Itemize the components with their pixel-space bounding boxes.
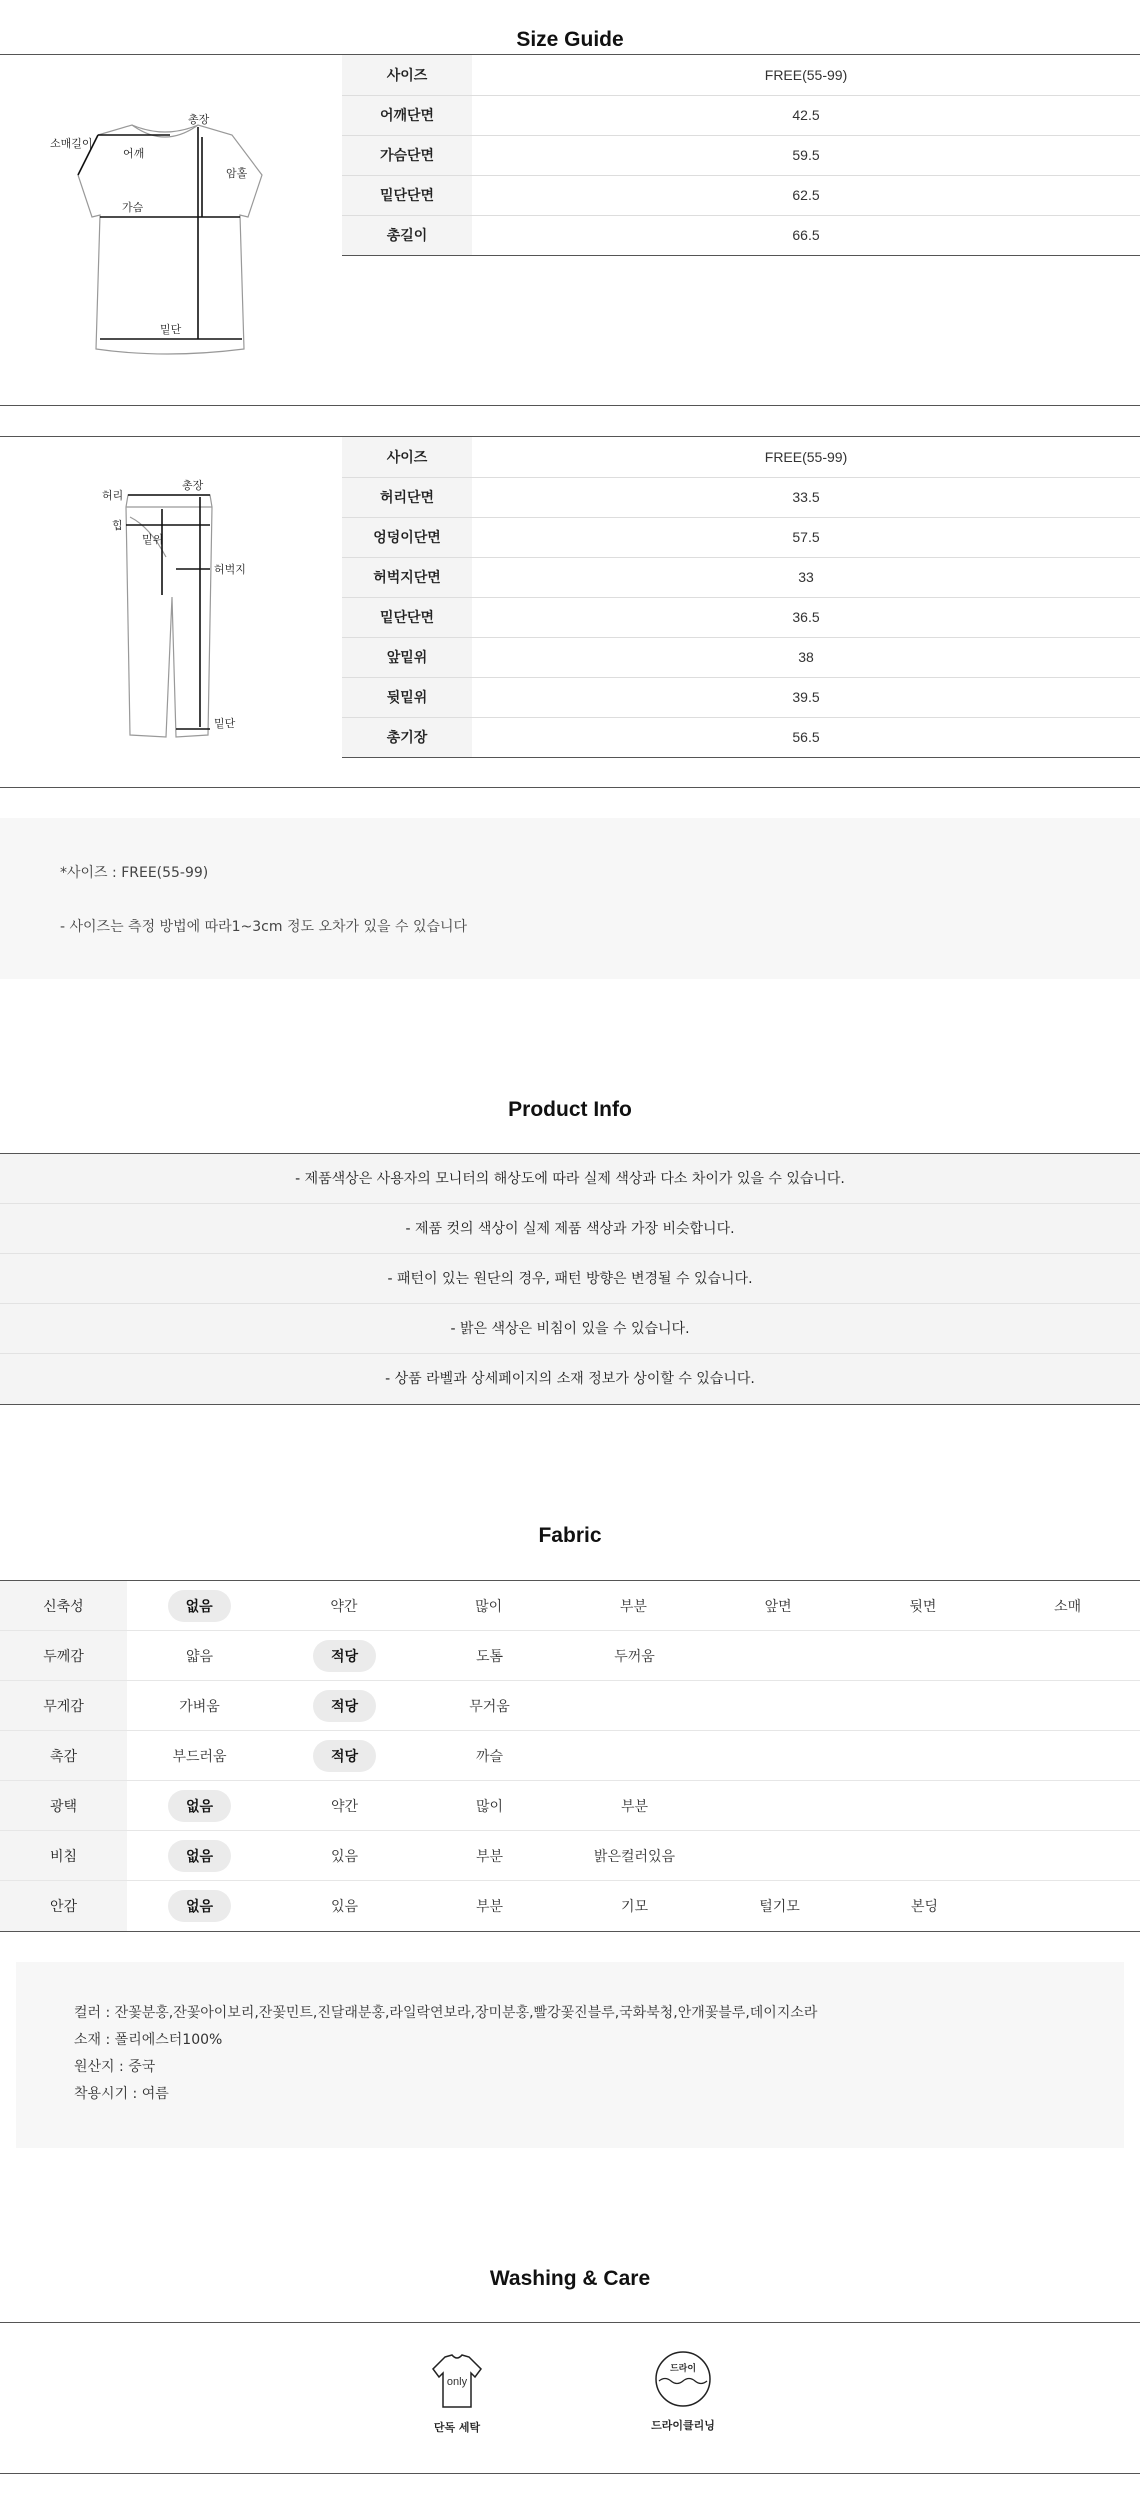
fabric-option-cell xyxy=(272,1781,417,1830)
product-info-list xyxy=(0,1153,1140,1405)
size-row-label: 총기장 xyxy=(342,717,472,757)
size-row xyxy=(342,517,1140,557)
fabric-option: 부분 xyxy=(619,1598,647,1615)
bottom-size-block xyxy=(0,436,1140,788)
fabric-row xyxy=(0,1681,1140,1731)
fabric-option: 있음 xyxy=(330,1848,359,1865)
washing-care-block xyxy=(0,2322,1140,2474)
size-row xyxy=(342,557,1140,597)
size-row xyxy=(342,175,1140,215)
dry-icon-text: 드라이 xyxy=(669,2364,697,2374)
wash-item-dry xyxy=(638,2349,728,2433)
fabric-option: 도톰 xyxy=(475,1648,504,1665)
pants-label-length: 총장 xyxy=(182,479,204,492)
size-row-value: FREE(55-99) xyxy=(472,437,1140,477)
fabric-option-cell xyxy=(417,1731,562,1780)
fabric-option: 가벼움 xyxy=(179,1698,220,1715)
fabric-option-cell xyxy=(272,1881,417,1931)
fabric-option-cell xyxy=(272,1681,417,1730)
fabric-option-cell xyxy=(417,1781,562,1830)
fabric-detail-material: 소재 : 폴리에스터100% xyxy=(74,2032,223,2048)
fabric-table xyxy=(0,1580,1140,1932)
size-row-label: 뒷밑위 xyxy=(342,677,472,717)
fabric-option: 부분 xyxy=(620,1798,649,1815)
dry-clean-icon xyxy=(653,2349,713,2409)
fabric-option-cell xyxy=(995,1581,1140,1630)
size-row xyxy=(342,717,1140,757)
fabric-option-cell xyxy=(272,1831,417,1880)
fabric-option: 얇음 xyxy=(185,1648,214,1665)
fabric-option-selected: 적당 xyxy=(313,1690,376,1722)
product-info-item: - 제품색상은 사용자의 모니터의 해상도에 따라 실제 색상과 다소 차이가 있을 수 있습니다. xyxy=(0,1154,1140,1204)
fabric-row-label: 두께감 xyxy=(0,1631,127,1680)
fabric-row xyxy=(0,1631,1140,1681)
fabric-option: 부분 xyxy=(475,1899,504,1915)
pants-label-waist: 허리 xyxy=(102,489,124,502)
fabric-option: 많이 xyxy=(475,1798,504,1815)
top-label-armhole: 암홀 xyxy=(226,167,248,180)
size-note: - 사이즈는 측정 방법에 따라1~3cm 정도 오차가 있을 수 있습니다 xyxy=(60,919,468,935)
fabric-option: 약간 xyxy=(330,1598,358,1615)
size-row-value: 33 xyxy=(472,557,1140,597)
fabric-option-cell xyxy=(561,1581,706,1630)
fabric-option-cell xyxy=(127,1681,272,1730)
size-row-value: 33.5 xyxy=(472,477,1140,517)
fabric-option: 털기모 xyxy=(759,1899,800,1915)
bottom-size-table xyxy=(342,437,1140,758)
pants-label-thigh: 허벅지 xyxy=(214,563,246,576)
fabric-option: 소매 xyxy=(1054,1598,1082,1615)
fabric-option-cell xyxy=(272,1631,417,1680)
size-row-value: 62.5 xyxy=(472,175,1140,215)
fabric-option: 부드러움 xyxy=(172,1748,227,1765)
fabric-option-cell xyxy=(417,1631,562,1680)
size-row-label: 총길이 xyxy=(342,215,472,255)
top-label-sleeve: 소매길이 xyxy=(50,137,93,150)
fabric-detail-color: 컬러 : 잔꽃분홍,잔꽃아이보리,잔꽃민트,진달래분홍,라일락연보라,장미분홍,빨강꽃진블루,국화북청,안개꽃블루,데이지소라 xyxy=(74,2005,818,2021)
top-label-shoulder: 어깨 xyxy=(123,147,145,160)
fabric-option: 부분 xyxy=(475,1848,504,1865)
size-row-value: 36.5 xyxy=(472,597,1140,637)
fabric-option: 기모 xyxy=(620,1899,649,1915)
fabric-option-selected: 없음 xyxy=(168,1590,231,1622)
product-info-title: Product Info xyxy=(508,1098,632,1121)
size-guide-title: Size Guide xyxy=(516,28,624,51)
fabric-option-cell xyxy=(707,1881,852,1931)
wash-label-hand: 단독 세탁 xyxy=(433,2421,481,2434)
fabric-option-cell xyxy=(852,1881,997,1931)
fabric-option-selected: 없음 xyxy=(168,1840,231,1872)
fabric-option-cell xyxy=(562,1831,707,1880)
size-row-value: 66.5 xyxy=(472,215,1140,255)
top-size-table xyxy=(342,55,1140,256)
tshirt-icon-text: only xyxy=(446,2376,468,2388)
size-row xyxy=(342,95,1140,135)
size-row-value: 39.5 xyxy=(472,677,1140,717)
wash-item-hand xyxy=(412,2351,502,2435)
fabric-option-cell xyxy=(562,1881,707,1931)
size-note-box xyxy=(0,818,1140,979)
size-row xyxy=(342,135,1140,175)
fabric-option-cell xyxy=(706,1581,851,1630)
fabric-option-cell xyxy=(127,1831,272,1880)
size-row-value: FREE(55-99) xyxy=(472,55,1140,95)
fabric-option: 까슬 xyxy=(475,1748,504,1765)
top-label-chest: 가슴 xyxy=(122,201,144,214)
size-row-label: 허리단면 xyxy=(342,477,472,517)
top-label-hem: 밑단 xyxy=(160,323,182,336)
size-row-value: 59.5 xyxy=(472,135,1140,175)
size-row xyxy=(342,55,1140,95)
fabric-option: 두꺼움 xyxy=(614,1648,655,1665)
fabric-option: 많이 xyxy=(475,1598,503,1615)
pants-diagram xyxy=(90,477,270,747)
fabric-details-box xyxy=(16,1962,1124,2148)
size-row-value: 57.5 xyxy=(472,517,1140,557)
fabric-option-cell xyxy=(127,1581,272,1630)
size-row xyxy=(342,637,1140,677)
fabric-option-cell xyxy=(127,1781,272,1830)
fabric-option-cell xyxy=(417,1831,562,1880)
fabric-row-label: 무게감 xyxy=(0,1681,127,1730)
top-garment-diagram xyxy=(40,105,280,365)
fabric-option-cell xyxy=(127,1631,272,1680)
fabric-row xyxy=(0,1831,1140,1881)
fabric-row xyxy=(0,1781,1140,1831)
size-row-label: 밑단단면 xyxy=(342,597,472,637)
fabric-option-selected: 없음 xyxy=(168,1890,231,1922)
fabric-option: 본딩 xyxy=(910,1899,939,1915)
fabric-detail-origin: 원산지 : 중국 xyxy=(74,2059,156,2075)
washing-title: Washing & Care xyxy=(489,2267,651,2290)
fabric-option-selected: 적당 xyxy=(313,1640,376,1672)
size-row xyxy=(342,215,1140,255)
size-row-label: 어깨단면 xyxy=(342,95,472,135)
fabric-option-selected: 적당 xyxy=(313,1740,376,1772)
fabric-row-label: 안감 xyxy=(0,1881,127,1931)
fabric-option-cell xyxy=(417,1881,562,1931)
fabric-title: Fabric xyxy=(538,1524,602,1547)
fabric-option: 약간 xyxy=(330,1798,359,1815)
fabric-row xyxy=(0,1731,1140,1781)
product-info-item: - 밝은 색상은 비침이 있을 수 있습니다. xyxy=(0,1304,1140,1354)
fabric-row xyxy=(0,1881,1140,1931)
tshirt-only-icon xyxy=(427,2351,487,2411)
size-row-label: 밑단단면 xyxy=(342,175,472,215)
fabric-row xyxy=(0,1581,1140,1631)
size-row xyxy=(342,597,1140,637)
pants-label-rise: 밑위 xyxy=(142,533,164,546)
fabric-option-cell xyxy=(562,1631,707,1680)
product-info-item: - 패턴이 있는 원단의 경우, 패턴 방향은 변경될 수 있습니다. xyxy=(0,1254,1140,1304)
fabric-option-cell xyxy=(272,1581,417,1630)
size-row xyxy=(342,677,1140,717)
fabric-row-label: 촉감 xyxy=(0,1731,127,1780)
fabric-option: 앞면 xyxy=(764,1598,792,1615)
top-label-length: 총장 xyxy=(188,113,210,126)
size-note: *사이즈 : FREE(55-99) xyxy=(60,865,209,881)
size-row-label: 허벅지단면 xyxy=(342,557,472,597)
fabric-option: 뒷면 xyxy=(909,1598,937,1615)
fabric-option-cell xyxy=(417,1681,562,1730)
size-row xyxy=(342,477,1140,517)
pants-label-hip: 힙 xyxy=(112,519,123,532)
size-row-label: 가슴단면 xyxy=(342,135,472,175)
size-row-label: 사이즈 xyxy=(342,55,472,95)
top-size-block xyxy=(0,54,1140,406)
product-info-item: - 제품 컷의 색상이 실제 제품 색상과 가장 비슷합니다. xyxy=(0,1204,1140,1254)
product-info-item: - 상품 라벨과 상세페이지의 소재 정보가 상이할 수 있습니다. xyxy=(0,1354,1140,1404)
size-row-label: 앞밑위 xyxy=(342,637,472,677)
fabric-option-cell xyxy=(272,1731,417,1780)
fabric-option: 있음 xyxy=(330,1899,359,1915)
fabric-row-label: 비침 xyxy=(0,1831,127,1880)
pants-label-hem: 밑단 xyxy=(214,717,236,730)
size-row-value: 42.5 xyxy=(472,95,1140,135)
size-row-value: 56.5 xyxy=(472,717,1140,757)
size-row xyxy=(342,437,1140,477)
fabric-option-cell xyxy=(416,1581,561,1630)
size-row-label: 사이즈 xyxy=(342,437,472,477)
fabric-option-cell xyxy=(127,1881,272,1931)
fabric-option: 밝은컬러있음 xyxy=(593,1848,676,1865)
size-row-value: 38 xyxy=(472,637,1140,677)
fabric-row-label: 신축성 xyxy=(0,1581,127,1630)
fabric-option-cell xyxy=(562,1781,707,1830)
fabric-row-label: 광택 xyxy=(0,1781,127,1830)
fabric-option-selected: 없음 xyxy=(168,1790,231,1822)
wash-label-dry: 드라이클리닝 xyxy=(651,2419,715,2432)
fabric-option: 무거움 xyxy=(469,1698,510,1715)
fabric-option-cell xyxy=(851,1581,996,1630)
fabric-detail-season: 착용시기 : 여름 xyxy=(74,2086,169,2102)
size-row-label: 엉덩이단면 xyxy=(342,517,472,557)
fabric-option-cell xyxy=(127,1731,272,1780)
